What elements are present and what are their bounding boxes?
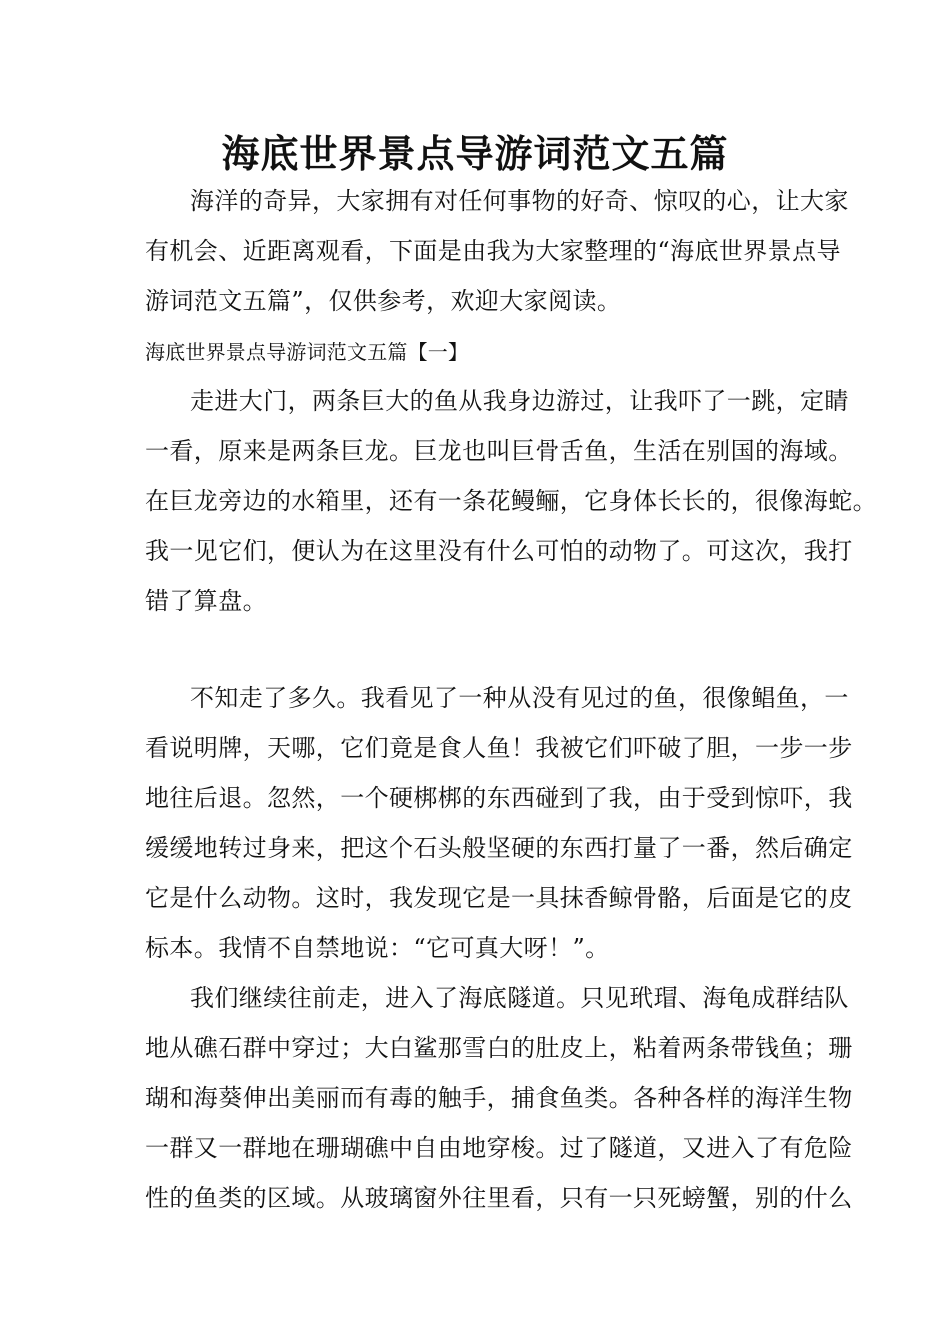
paragraph-line: 错了算盘。 (145, 587, 267, 615)
document-title: 海底世界景点导游词范文五篇 (221, 131, 729, 176)
intro-line: 海洋的奇异，大家拥有对任何事物的好奇、惊叹的心，让大家 (190, 187, 849, 215)
intro-line: 有机会、近距离观看，下面是由我为大家整理的“海底世界景点导 (145, 237, 841, 265)
intro-line: 游词范文五篇”，仅供参考，欢迎大家阅读。 (145, 287, 622, 315)
paragraph-line: 缓缓地转过身来，把这个石头般坚硬的东西打量了一番，然后确定 (145, 834, 853, 862)
paragraph-line: 标本。我情不自禁地说：“它可真大呀！”。 (145, 934, 610, 962)
paragraph-line: 不知走了多久。我看见了一种从没有见过的鱼，很像鲳鱼，一 (190, 684, 849, 712)
paragraph-line: 瑚和海葵伸出美丽而有毒的触手，捕食鱼类。各种各样的海洋生物 (145, 1084, 853, 1112)
paragraph-line: 它是什么动物。这时，我发现它是一具抹香鲸骨骼，后面是它的皮 (145, 884, 853, 912)
paragraph-line: 性的鱼类的区域。从玻璃窗外往里看，只有一只死螃蟹，别的什么 (145, 1184, 853, 1212)
paragraph-line: 地往后退。忽然，一个硬梆梆的东西碰到了我，由于受到惊吓，我 (145, 784, 853, 812)
paragraph-line: 看说明牌，天哪，它们竟是食人鱼！我被它们吓破了胆，一步一步 (145, 734, 853, 762)
paragraph-line: 一看，原来是两条巨龙。巨龙也叫巨骨舌鱼，生活在别国的海域。 (145, 437, 853, 465)
paragraph-line: 走进大门，两条巨大的鱼从我身边游过，让我吓了一跳，定睛 (190, 387, 849, 415)
paragraph-line: 地从礁石群中穿过；大白鲨那雪白的肚皮上，粘着两条带钱鱼；珊 (145, 1034, 853, 1062)
paragraph-line: 我们继续往前走，进入了海底隧道。只见玳瑁、海龟成群结队 (190, 984, 849, 1012)
paragraph-line: 我一见它们，便认为在这里没有什么可怕的动物了。可这次，我打 (145, 537, 853, 565)
paragraph-line: 一群又一群地在珊瑚礁中自由地穿梭。过了隧道，又进入了有危险 (145, 1134, 853, 1162)
section-heading: 海底世界景点导游词范文五篇【一】 (145, 340, 469, 364)
paragraph-line: 在巨龙旁边的水箱里，还有一条花鳗鲡，它身体长长的，很像海蛇。 (145, 487, 877, 515)
